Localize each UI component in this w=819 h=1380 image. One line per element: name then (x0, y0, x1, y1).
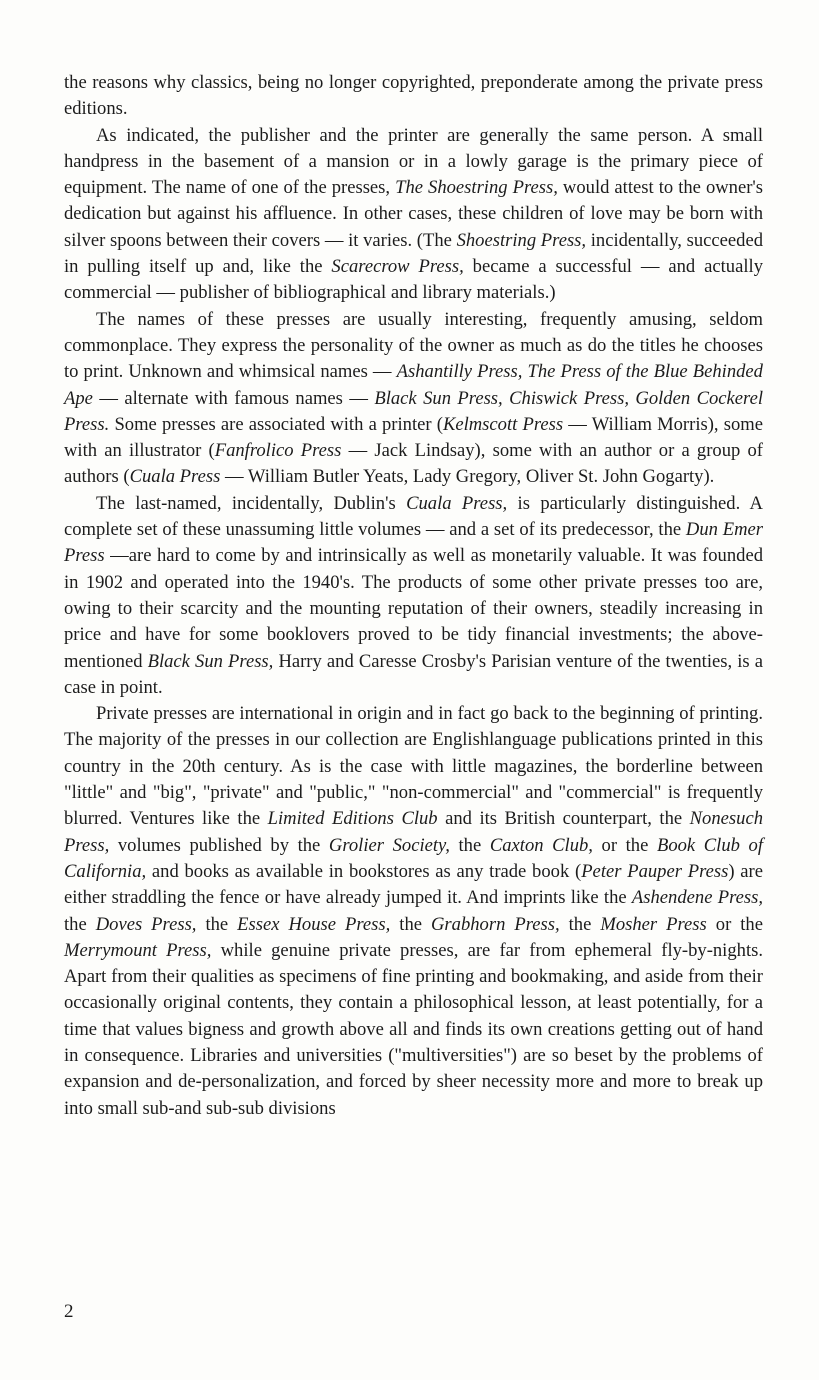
paragraph (64, 491, 763, 701)
italic-title-text: Ashendene Press, (631, 887, 764, 909)
body-text: and its British counterpart, the (437, 808, 690, 830)
italic-title-text: Dun Emer Press (64, 519, 763, 567)
italic-title-text: Scarecrow Press, (331, 256, 464, 278)
italic-title-text: Essex House Press, (237, 913, 391, 935)
body-text: Some presses are associated with a printer ( (109, 413, 443, 435)
body-text: incidentally, succeeded in pulling itself up and, like the (64, 229, 763, 278)
italic-title-text: The Shoestring Press, (395, 177, 558, 199)
italic-title-text: Book Club of California, (64, 834, 763, 882)
page-number: 2 (64, 1301, 74, 1322)
italic-title-text: Limited Editions Club (267, 808, 438, 830)
body-text: Harry and Caresse Crosby's Parisian venture of the twenties, is a case in point. (64, 650, 763, 698)
body-text: — alternate with famous names — (92, 387, 375, 409)
body-text: The names of these presses are usually interesting, frequently amusing, seldom commonplace. They express the personality of the owner as much as do the titles he chooses to print. Unknown and whimsical names — (64, 308, 763, 383)
body-text: —are hard to come by and intrinsically as well as monetarily valuable. It was founded in 1902 and operated into the 1940's. The products of some other private presses too are, owing to their scarcity and the mounting reputation of their owners, steadily increasing in price and have for some booklovers proved to be tidy financial investments; the abovementioned (64, 545, 763, 672)
body-text: the (559, 913, 601, 935)
paragraph (64, 70, 763, 123)
body-text: As indicated, the publisher and the printer are generally the same person. A small handpress in the basement of a mansion or in a lowly garage is the primary piece of equipment. The name of one of the presses, (64, 124, 763, 199)
body-text: is particularly distinguished. A complete set of these unassuming little volumes — and a set of its predecessor, the (64, 492, 763, 541)
body-text: the (390, 913, 431, 935)
body-text: Private presses are international in origin and in fact go back to the beginning of printing. The majority of the presses in our collection are Englishlanguage publications printed in this country in the 20th century. As is the case with little magazines, the borderline between "little" and "big", "private" and "public," "non-commercial" and "commercial" is frequently blurred. Ventures like the (64, 703, 763, 830)
italic-title-text: Shoestring Press, (456, 229, 587, 251)
italic-title-text: Grolier Society, (328, 834, 450, 856)
body-text: the (196, 913, 238, 935)
body-text: — William Morris), some with an illustrator ( (64, 413, 763, 462)
italic-title-text: Cuala Press, (406, 492, 508, 514)
page-body (64, 70, 763, 1122)
paragraph (64, 307, 763, 491)
italic-title-text: Grabhorn Press, (430, 913, 560, 935)
body-text: and books as available in bookstores as any trade book ( (146, 860, 582, 882)
body-text: — William Butler Yeats, Lady Gregory, Oliver St. John Gogarty). (220, 466, 715, 488)
italic-title-text: Cuala Press (129, 466, 221, 488)
body-text: the (449, 834, 490, 856)
italic-title-text: Kelmscott Press (442, 413, 564, 435)
body-text: or the (706, 913, 763, 935)
italic-title-text: Doves Press, (95, 913, 197, 935)
body-text: the reasons why classics, being no longer copyrighted, preponderate among the private press editions. (64, 72, 763, 120)
italic-title-text: Black Sun Press, Chiswick Press, Golden Cockerel Press. (64, 387, 763, 435)
italic-title-text: Black Sun Press, (147, 650, 274, 672)
body-text: The last-named, incidentally, Dublin's (96, 492, 407, 514)
italic-title-text: Ashantilly Press, The Press of the Blue Behinded Ape (64, 361, 763, 409)
body-text: the (64, 913, 96, 935)
italic-title-text: Merrymount Press, (64, 939, 212, 961)
body-text: became a successful — and actually commercial — publisher of bibliographical and library materials.) (64, 256, 763, 304)
italic-title-text: Mosher Press (600, 913, 707, 935)
body-text: volumes published by the (109, 834, 329, 856)
paragraph (64, 701, 763, 1122)
italic-title-text: Peter Pauper Press (581, 860, 729, 882)
italic-title-text: Nonesuch Press, (64, 808, 763, 856)
body-text: — Jack Lindsay), some with an author or a group of authors ( (64, 440, 763, 488)
body-text: would attest to the owner's dedication but against his affluence. In other cases, these children of love may be born with silver spoons between their covers — it varies. (The (64, 177, 763, 251)
body-text: ) are either straddling the fence or have already jumped it. And imprints like the (64, 860, 763, 909)
italic-title-text: Caxton Club, (489, 834, 593, 856)
body-text: while genuine private presses, are far from ephemeral fly-by-nights. Apart from their qualities as specimens of fine printing and bookmaking, and aside from their occasionally original contents, they contain a philosophical lesson, at least potentially, for a time that values bigness and growth above all and finds its own creations getting out of hand in consequence. Libraries and universities ("multiversities") are so beset by the problems of expansion and de-personalization, and forced by sheer necessity more and more to break up into small sub-and sub-sub divisions (64, 939, 763, 1119)
italic-title-text: Fanfrolico Press (214, 440, 342, 462)
body-text: or the (592, 834, 657, 856)
paragraph (64, 123, 763, 307)
